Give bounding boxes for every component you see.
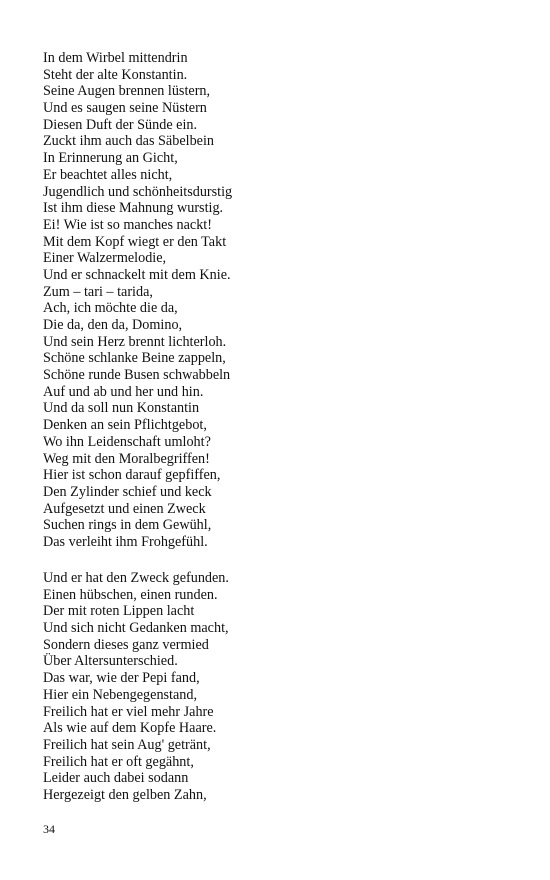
poem-line: Wo ihn Leidenschaft umloht? [43,433,211,450]
poem-line: Das war, wie der Pepi fand, [43,670,200,687]
poem-line: Ist ihm diese Mahnung wurstig. [43,200,224,217]
poem-line: Und er schnackelt mit dem Knie. [43,266,231,283]
poem-line: Das verleiht ihm Frohgefühl. [43,533,208,550]
poem-line: Weg mit den Moralbegriffen! [43,450,210,467]
poem-line: In dem Wirbel mittendrin [43,50,188,66]
stanza-2 [43,570,229,804]
poem-line: Suchen rings in dem Gewühl, [43,517,212,534]
stanza-1 [43,50,232,551]
poem-line: Hier ist schon darauf gepfiffen, [43,467,221,484]
poem-line: Aufgesetzt und einen Zweck [43,500,206,517]
poem-line: Leider auch dabei sodann [43,770,189,787]
poem-line: Und er hat den Zweck gefunden. [43,570,229,586]
poem-line: Ach, ich möchte die da, [43,300,178,317]
poem-line: Über Altersunterschied. [43,653,178,670]
poem-line: Freilich hat sein Aug' getränt, [43,736,211,753]
poem-line: Den Zylinder schief und keck [43,483,212,500]
poem-line: Zum – tari – tarida, [43,283,153,300]
poem-line: Jugendlich und schönheitsdurstig [43,183,233,200]
poem-line: Seine Augen brennen lüstern, [43,83,211,100]
poem-line: In Erinnerung an Gicht, [43,150,178,167]
poem-line: Und es saugen seine Nüstern [43,100,207,117]
poem-line: Er beachtet alles nicht, [43,166,173,183]
poem-line: Schöne schlanke Beine zappeln, [43,350,226,367]
poem-line: Die da, den da, Domino, [43,317,183,333]
poem-line: Schöne runde Busen schwabbeln [43,367,231,384]
poem-line: Der mit roten Lippen lacht [43,603,195,620]
poem-line: Diesen Duft der Sünde ein. [43,116,198,133]
poem-line: Und da soll nun Konstantin [43,400,200,417]
poem-line: Freilich hat er viel mehr Jahre [43,703,214,720]
poem-line: Hergezeigt den gelben Zahn, [43,786,207,803]
poem-line: Auf und ab und her und hin. [43,383,204,400]
poem-line: Einen hübschen, einen runden. [43,586,218,603]
poem-line: Ei! Wie ist so manches nackt! [43,216,212,233]
poem-line: Zuckt ihm auch das Säbelbein [43,133,214,150]
poem-line: Sondern dieses ganz vermied [43,636,209,653]
poem-line: Mit dem Kopf wiegt er den Takt [43,233,227,250]
poem-line: Einer Walzermelodie, [43,250,167,267]
poem-line: Steht der alte Konstantin. [43,66,188,83]
poem-line: Und sich nicht Gedanken macht, [43,620,229,637]
page-number: 34 [43,822,55,836]
poem-line: Freilich hat er oft gegähnt, [43,753,194,770]
poem-line: Hier ein Nebengegenstand, [43,686,198,703]
poem-line: Als wie auf dem Kopfe Haare. [43,720,217,737]
poem-line: Und sein Herz brennt lichterloh. [43,333,227,350]
poem-line: Denken an sein Pflichtgebot, [43,417,207,434]
